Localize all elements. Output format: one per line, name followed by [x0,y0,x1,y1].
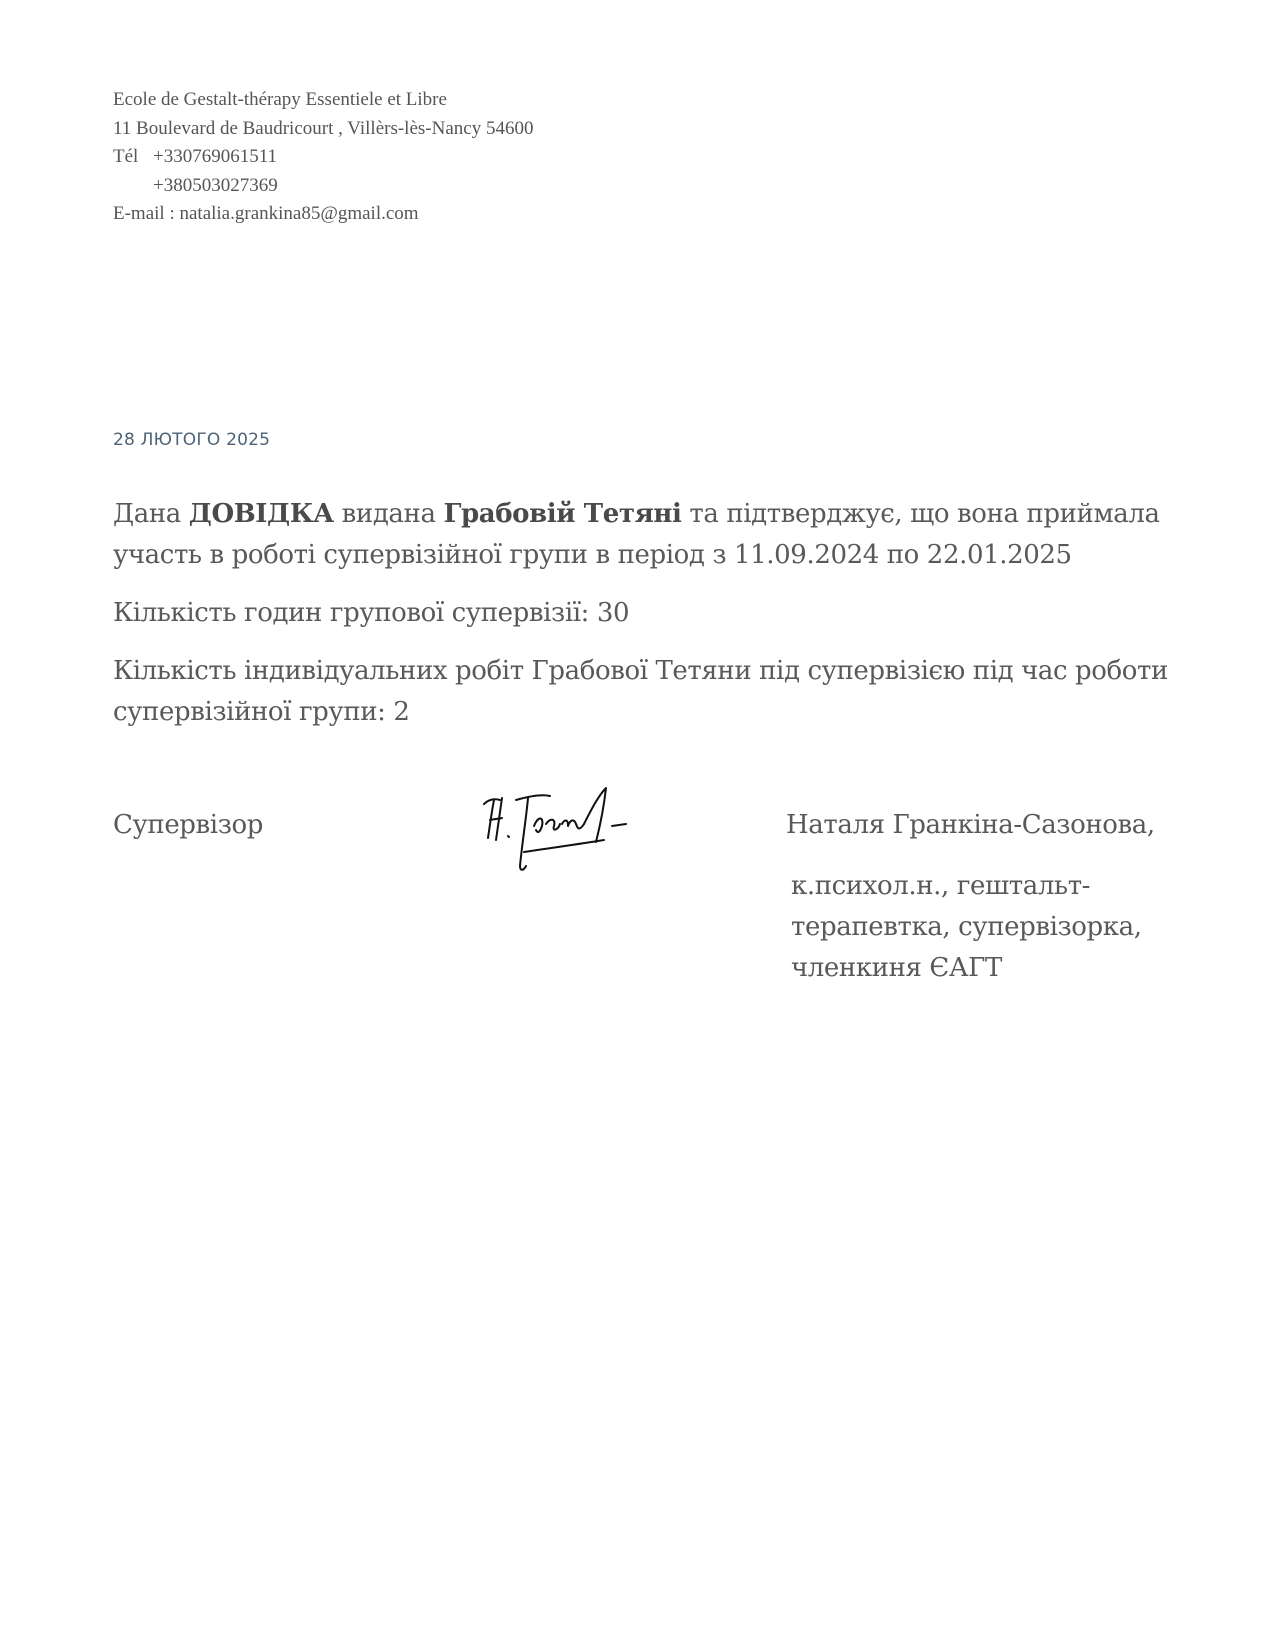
p1-part2: видана [333,499,444,529]
school-address: 11 Boulevard de Baudricourt , Villèrs-lès-Nancy 54600 [113,117,534,139]
p1-bold-recipient: Грабовій Тетяні [443,499,682,529]
credentials-line: к.психол.н., гештальт- [791,871,1091,901]
phone-line-1 [113,143,533,172]
tel-label: Tél [113,146,139,167]
phone-2: +380503027369 [153,174,278,196]
email-line: E-mail : natalia.grankina85@gmail.com [113,203,419,224]
credentials-line: членкиня ЄАГТ [791,953,1002,983]
signatory-role: Супервізор [113,810,263,840]
p1-part1: Дана [113,499,189,529]
credentials-line: терапевтка, супервізорка, [791,912,1142,942]
certificate-body [113,494,1173,750]
school-name: Ecole de Gestalt-thérapy Essentiele et Libre [113,89,447,110]
p1-part3: та підтверджує, що вона приймала участь в роботі супервізійної групи в період з 11.09.2024 по 22.01.2025 [113,499,1160,570]
p1-bold-certificate: ДОВІДКА [188,499,334,529]
paragraph-hours: Кількість годин групової супервізії: 30 [113,598,630,628]
paragraph-individual-works: Кількість індивідуальних робіт Грабової Тетяни під супервізією під час роботи супервізійної групи: 2 [113,656,1168,727]
letterhead [113,86,533,229]
phone-1: +330769061511 [153,146,278,167]
signatory-name: Наталя Гранкіна-Сазонова, [786,810,1155,840]
document-date: 28 ЛЮТОГО 2025 [113,430,271,450]
signatory-credentials [791,866,1171,989]
paragraph-certificate [113,494,1173,576]
handwritten-signature [480,786,650,876]
